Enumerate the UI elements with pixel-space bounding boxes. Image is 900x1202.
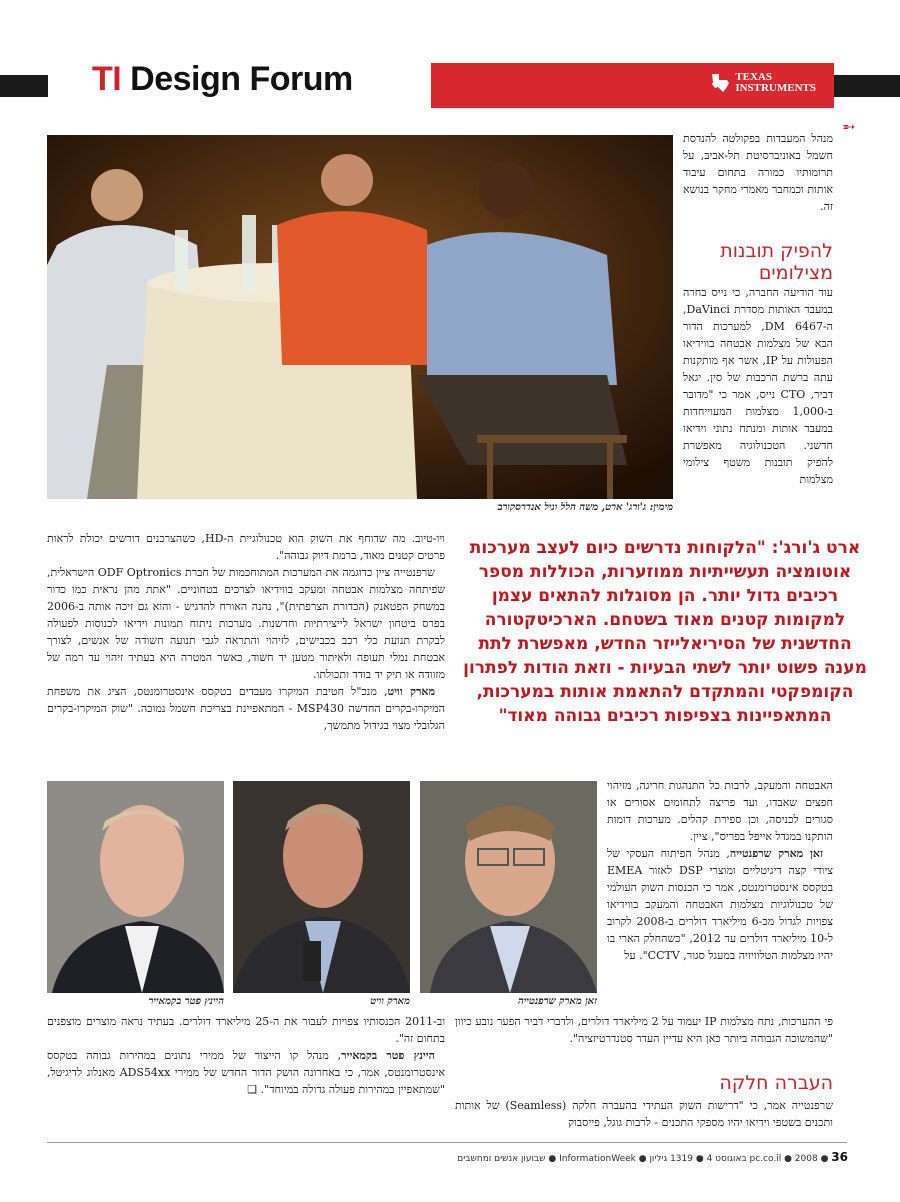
bottom-left-text <box>47 1013 445 1098</box>
portrait-beckmayer <box>47 781 224 993</box>
pull-quote: ארט ג'ורג': "הלקוחות נדרשים כיום לעצב מערכות אוטומציה תעשייתיות ממוזערות, הכוללות מספר רכיבים גדול יותר. הן מסוגלות להתאים עצמן למקומות קטנים מאוד בשטחם. הארכיטקטורה החדשנית של הסיריאלייזר החדש, מאפשרת לתת מענה פשוט יותר לשתי הבעיות - וזאת הודות לפתרון הקומפקטי והמתקדם להתאמת אותות במערכות, המתאפיינות בצפיפות רכיבים גבוהה מאוד" <box>463 538 867 726</box>
title-ti: TI <box>92 60 122 98</box>
left-mid-p3-wrap <box>47 683 445 734</box>
brand-line1: TEXAS <box>735 71 772 83</box>
side-intro: מנהל המעבדות בפקולטה להנדסת חשמל באוניברסיטת תל-אביב, על תרומותיו כמורה בתחום עיבוד אותות וכמחבר מאמרי מחקר בנושא זה. <box>683 132 833 213</box>
right-low-p2: , מנהל הפיתוח העסקי של ציודי קצה דיגיטליים ומוצרי DSP לאזור EMEA בטקסס אינסטרומנטס, אמר כי הכנסות השוק העולמי של טכנולוגיות מצלמות האבטחה והמעקב בווידיאו צפויות לגדול מכ-6 מיליארד דולרים ב-2008 לקרוב ל-10 מיליארד דולרים עד 2012, "כשהחלק הארי בו יהיו מצלמות הטלוויזיה במעגל סגור, CCTV". על <box>607 847 833 962</box>
caption-white: מארק וויט <box>370 996 410 1007</box>
bottom-full-text <box>455 1013 833 1047</box>
bottom-right-text <box>455 1097 833 1131</box>
footer-text: ● pc.co.il ● 2008 באוגוסט 4 ● 1319 גיליון ● InformationWeek ● שבועון אנשים ומחשבים <box>457 1154 829 1164</box>
bottom-left-p2: , מנהל קו הייצור של ממירי נתונים במהירות גבוהה בטקסס אינסטרומנטס, אמר, כי באחרונה הושק הדור החדש של ממירי ADS54xx מאנלוג לדיגיטל, "שמתאפיין במהירות פעולה גדולה במיוחד". <box>47 1049 445 1096</box>
side-body: עוד הודיעה החברה, כי נייס בחרה במעבד האותות מסדרת DaVinci, ה-DM 6467, למערכות הדור הבא של מצלמות אבטחה בווידיאו הפעולות על IP, אשר אף מותקנות עתה ברשת הרכבות של סין. יגאל דביר, CTO נייס, אמר כי "מדובר ב-1,000 מצלמות המעוייחדות במעבד אותות ומנתח נתוני וידיאו חדשני. הטכנולוגיה מאפשרת להפיק תובנות משטף צילומי מצלמות <box>683 286 834 486</box>
portrait-white <box>233 781 410 993</box>
bottom-full: פי ההערכות, נתח מצלמות IP יעמוד על 2 מיליארד דולרים, ולדברי דביר הפער נובע כיוון "שהמשוכה הגבוהה ביותר כאן היא עדיין העדר סטנדרטיזציה". <box>455 1015 833 1045</box>
bottom-left-p1: וב-2011 הכנסותיו צפויות לעבור את ה-25 מיליארד דולרים. בעתיד נראה מוצרים מוצפנים בתחום זה". <box>47 1015 446 1045</box>
arrow-icon: ➵ <box>842 117 856 136</box>
caption-beckmayer: היינץ פטר בקמאייר <box>148 996 224 1007</box>
right-low-p2-wrap <box>607 845 833 964</box>
end-mark-icon: ❑ <box>247 1083 258 1096</box>
portrait-charpentier <box>420 781 597 993</box>
title-rest: Design Forum <box>121 60 353 98</box>
left-mid-p3: , מנכ"ל חטיבת המיקרו מעבדים בטקסס אינסטרומנטס, הציג את משפחת המיקרו-בקרים החדשה MSP430 - המתאפיינת בצריכת חשמל נמוכה. "שוק המיקרו-בקרים הגלובלי מצוי בגידול מתמשך, <box>47 685 445 732</box>
left-mid-p1: ויו-טיוב. מה שדוחף את השוק הוא טכנולוגיית ה-HD, כשהצרכנים דורשים יכולת לראות פרטים קטנים מאוד, ברמת דיוק גבוהה". <box>47 532 445 562</box>
header-bar-left <box>0 75 48 97</box>
footer-rule <box>47 1142 847 1143</box>
page-number: 36 <box>831 1150 848 1164</box>
panel-photo <box>47 135 673 499</box>
brand-line2: INSTRUMENTS <box>735 82 816 94</box>
footer <box>400 1150 848 1164</box>
page-title <box>92 60 353 99</box>
side-heading: להפיק תובנות מצילומים <box>720 240 833 284</box>
left-mid-p3-name: מארק וויט <box>387 685 435 698</box>
left-mid-text <box>47 530 445 734</box>
ti-logo <box>709 72 816 94</box>
left-mid-p2: שרפנטייה ציין כדוגמה את המערכות המתוחכמות של חברת ODF Optronics הישראלית, שפיתחה מצלמות אבטחה ומעקב בווידיאו לצרכים בטחוניים. "אתת מהן נראית כמו כדור במשחק הפטאנק (הכדורת הצרפתית)", נהנה האורח להדגיש - והוא גם זיכה אותה ב-2006 בפרס ביטחון ישראל לייצירתיות וחדשנות. מערכות ניתוח תמונות וידיאו לכנוסות לפעולה לבקרת תנועת כלי רכב בכבישים, לזיהוי והתראה לגבי תנועה חשודה של אנשים, לצורך אבטחת נמלי תעופה ולאיתור מטען יד חשוד, כאשר המטרה היא בעתיד זיהוי עד רמה של מזוודה או תיק יד בודד ותכולתו. <box>47 566 445 681</box>
bottom-heading: העברה חלקה <box>719 1072 833 1094</box>
brand-banner <box>431 63 834 108</box>
right-low-p1: האבטחה והמעקב, לרבות כל התנהגות חריגה, מזיהוי חפצים שאבדו, ועד פריצה לתחומים אסורים או סגורים לכניסה, וכן ספירת קהלים. מערכות דומות הותקנו במגדל אייפל בפריס", ציין. <box>607 779 833 843</box>
texas-state-icon <box>709 72 731 94</box>
side-intro-text <box>683 130 833 215</box>
right-low-text <box>607 777 833 964</box>
header-bar-right <box>834 75 900 97</box>
right-low-p2-name: זאן מארק שרפנטייה <box>729 847 823 860</box>
bottom-right: שרפנטייה אמר, כי "דרישות השוק העתידי בהעברה חלקה (Seamless) של אותות ותכנים בשטפי וידיאו יהיו מספקי התכנים - לרבות גוגל, פייסבוק <box>455 1099 833 1129</box>
bottom-left-p2-wrap <box>47 1047 445 1098</box>
side-body-text <box>683 284 833 488</box>
bottom-left-p2-name: היינץ פטר בקמאייר <box>341 1049 436 1062</box>
photo-caption-top: מימין: ג'ורג' ארט, משה הלל וניל אנדרסקורב <box>497 502 673 513</box>
caption-charpentier: זאן מארק שרפנטייה <box>517 996 597 1007</box>
